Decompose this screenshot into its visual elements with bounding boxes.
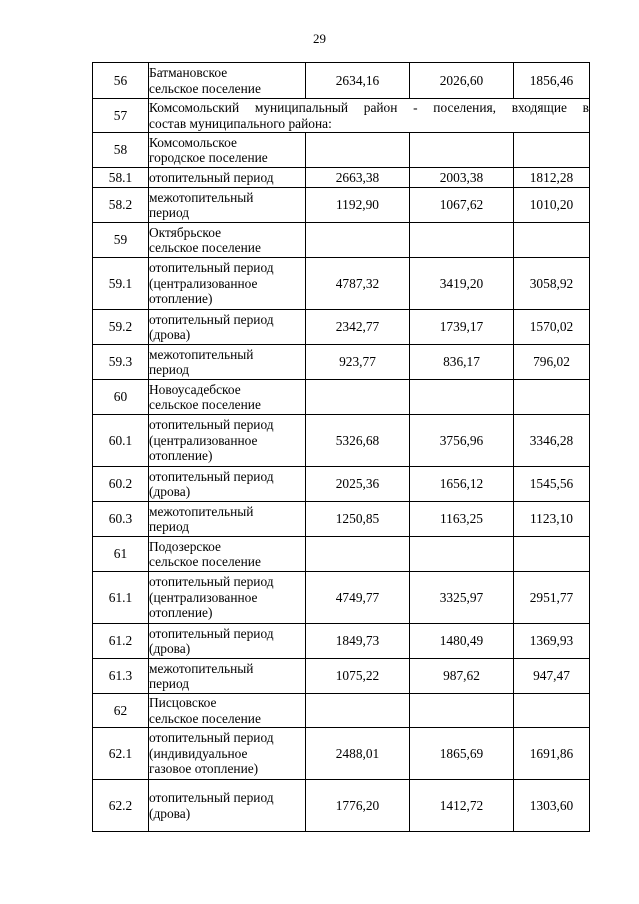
value-cell-v3: 3058,92 [514, 258, 590, 310]
label-line: отопление) [149, 291, 213, 307]
value-cell-v3: 2951,77 [514, 572, 590, 624]
value-cell-v3: 1856,46 [514, 63, 590, 99]
table-row [93, 63, 590, 99]
row-number-cell: 62 [93, 694, 149, 728]
value-cell-v2: 1412,72 [410, 780, 514, 832]
value-cell-v1: 923,77 [306, 345, 410, 380]
table-row [93, 728, 590, 780]
value-cell-v3: 947,47 [514, 659, 590, 694]
value-cell-v1 [306, 380, 410, 415]
value-cell-v1: 1192,90 [306, 188, 410, 223]
row-number-cell: 58 [93, 133, 149, 168]
label-line: сельское поселение [149, 710, 261, 726]
value-cell-v1: 4749,77 [306, 572, 410, 624]
label-line: сельское поселение [149, 397, 261, 412]
value-cell-v3: 1369,93 [514, 624, 590, 659]
row-number-cell: 61.1 [93, 572, 149, 624]
value-cell-v1 [306, 223, 410, 258]
table-row [93, 168, 590, 188]
label-cell [149, 63, 306, 99]
label-line: Подозерское [149, 538, 221, 554]
table-row [93, 345, 590, 380]
row-number-cell: 61.3 [93, 659, 149, 694]
value-cell-v3: 1812,28 [514, 168, 590, 188]
label-cell [149, 310, 306, 345]
label-line: период [149, 205, 190, 220]
label-line: межотопительный [149, 346, 254, 362]
label-cell [149, 624, 306, 659]
value-cell-v2: 2026,60 [410, 63, 514, 99]
value-cell-v3 [514, 223, 590, 258]
value-cell-v2: 1865,69 [410, 728, 514, 780]
label-line: Писцовское [149, 695, 217, 710]
label-cell [149, 537, 306, 572]
table-row [93, 310, 590, 345]
table-row [93, 537, 590, 572]
label-line: межотопительный [149, 503, 254, 519]
value-cell-v3: 1691,86 [514, 728, 590, 780]
label-cell [149, 502, 306, 537]
value-cell-v2 [410, 133, 514, 168]
label-line: сельское поселение [149, 554, 261, 569]
table-row [93, 223, 590, 258]
label-line: (дрова) [149, 641, 191, 656]
value-cell-v1 [306, 537, 410, 572]
label-line: отопительный период [149, 169, 274, 185]
row-number-cell: 58.2 [93, 188, 149, 223]
row-number-cell: 59 [93, 223, 149, 258]
row-number-cell: 58.1 [93, 168, 149, 188]
row-number-cell: 60.1 [93, 415, 149, 467]
label-cell [149, 223, 306, 258]
table-row [93, 133, 590, 168]
label-line: период [149, 362, 190, 377]
label-line: отопительный период [149, 260, 274, 276]
tariff-table [92, 62, 590, 832]
value-cell-v2: 3419,20 [410, 258, 514, 310]
label-cell [149, 168, 306, 188]
label-line: отопительный период [149, 730, 274, 746]
label-line: отопительный период [149, 417, 274, 433]
value-cell-v3: 1123,10 [514, 502, 590, 537]
table-row [93, 380, 590, 415]
label-line: Батмановское [149, 65, 228, 80]
label-line: Октябрьское [149, 224, 222, 240]
value-cell-v1: 1250,85 [306, 502, 410, 537]
section-heading-line: состав муниципального района: [149, 115, 332, 131]
row-number-cell: 61.2 [93, 624, 149, 659]
value-cell-v1: 5326,68 [306, 415, 410, 467]
table-row [93, 502, 590, 537]
row-number-cell: 60.3 [93, 502, 149, 537]
value-cell-v1: 2488,01 [306, 728, 410, 780]
label-line: отопительный период [149, 625, 274, 641]
label-line: отопление) [149, 448, 213, 464]
row-number-cell: 62.2 [93, 780, 149, 832]
label-cell [149, 415, 306, 467]
label-line: отопление) [149, 605, 213, 621]
table-row [93, 694, 590, 728]
label-line: (централизованное [149, 275, 258, 291]
value-cell-v2: 836,17 [410, 345, 514, 380]
value-cell-v1: 1776,20 [306, 780, 410, 832]
label-line: период [149, 676, 190, 691]
value-cell-v1: 4787,32 [306, 258, 410, 310]
value-cell-v3: 1570,02 [514, 310, 590, 345]
value-cell-v2: 2003,38 [410, 168, 514, 188]
value-cell-v2: 1739,17 [410, 310, 514, 345]
label-cell [149, 659, 306, 694]
value-cell-v2: 1656,12 [410, 467, 514, 502]
label-line: межотопительный [149, 189, 254, 205]
value-cell-v2: 1163,25 [410, 502, 514, 537]
label-line: Новоусадебское [149, 381, 241, 397]
label-line: (дрова) [149, 805, 191, 821]
label-cell [149, 258, 306, 310]
row-number-cell: 59.1 [93, 258, 149, 310]
value-cell-v3 [514, 133, 590, 168]
label-line: (централизованное [149, 432, 258, 448]
value-cell-v3: 3346,28 [514, 415, 590, 467]
label-cell [149, 572, 306, 624]
value-cell-v1 [306, 694, 410, 728]
value-cell-v2: 1067,62 [410, 188, 514, 223]
value-cell-v1 [306, 133, 410, 168]
label-line: городское поселение [149, 150, 268, 165]
label-line: (индивидуальное [149, 745, 248, 761]
value-cell-v1: 2663,38 [306, 168, 410, 188]
row-number-cell: 60.2 [93, 467, 149, 502]
label-cell [149, 380, 306, 415]
label-line: (дрова) [149, 327, 191, 342]
label-line: сельское поселение [149, 240, 261, 255]
value-cell-v1: 2634,16 [306, 63, 410, 99]
value-cell-v2 [410, 694, 514, 728]
table-row [93, 572, 590, 624]
value-cell-v3 [514, 537, 590, 572]
label-cell [149, 780, 306, 832]
row-number-cell: 56 [93, 63, 149, 99]
table-row [93, 467, 590, 502]
value-cell-v2 [410, 537, 514, 572]
section-heading-cell [149, 99, 590, 133]
value-cell-v2: 3756,96 [410, 415, 514, 467]
table-row [93, 624, 590, 659]
row-number-cell: 62.1 [93, 728, 149, 780]
value-cell-v3 [514, 380, 590, 415]
row-number-cell: 59.2 [93, 310, 149, 345]
value-cell-v3: 1545,56 [514, 467, 590, 502]
label-line: отопительный период [149, 311, 274, 327]
label-cell [149, 188, 306, 223]
label-line: (дрова) [149, 484, 191, 499]
value-cell-v1: 1075,22 [306, 659, 410, 694]
value-cell-v2 [410, 380, 514, 415]
label-cell [149, 467, 306, 502]
label-cell [149, 133, 306, 168]
label-line: отопительный период [149, 574, 274, 590]
section-heading-line: Комсомольский муниципальный район - поселения, входящие в [149, 100, 589, 115]
label-line: газовое отопление) [149, 761, 259, 777]
page-number: 29 [313, 31, 326, 46]
table-row [93, 99, 590, 133]
table-row [93, 780, 590, 832]
label-line: отопительный период [149, 790, 274, 805]
table-row [93, 188, 590, 223]
value-cell-v3 [514, 694, 590, 728]
label-cell [149, 728, 306, 780]
label-line: период [149, 519, 190, 534]
label-line: (централизованное [149, 589, 258, 605]
value-cell-v2: 987,62 [410, 659, 514, 694]
value-cell-v2: 3325,97 [410, 572, 514, 624]
value-cell-v3: 796,02 [514, 345, 590, 380]
value-cell-v1: 1849,73 [306, 624, 410, 659]
value-cell-v3: 1303,60 [514, 780, 590, 832]
row-number-cell: 57 [93, 99, 149, 133]
label-cell [149, 345, 306, 380]
row-number-cell: 60 [93, 380, 149, 415]
value-cell-v1: 2025,36 [306, 467, 410, 502]
label-line: сельское поселение [149, 80, 261, 96]
row-number-cell: 61 [93, 537, 149, 572]
label-cell [149, 694, 306, 728]
label-line: отопительный период [149, 468, 274, 484]
table-row [93, 258, 590, 310]
table-row [93, 659, 590, 694]
value-cell-v2: 1480,49 [410, 624, 514, 659]
label-line: Комсомольское [149, 134, 237, 150]
value-cell-v2 [410, 223, 514, 258]
row-number-cell: 59.3 [93, 345, 149, 380]
table-row [93, 415, 590, 467]
label-line: межотопительный [149, 660, 254, 676]
value-cell-v1: 2342,77 [306, 310, 410, 345]
value-cell-v3: 1010,20 [514, 188, 590, 223]
